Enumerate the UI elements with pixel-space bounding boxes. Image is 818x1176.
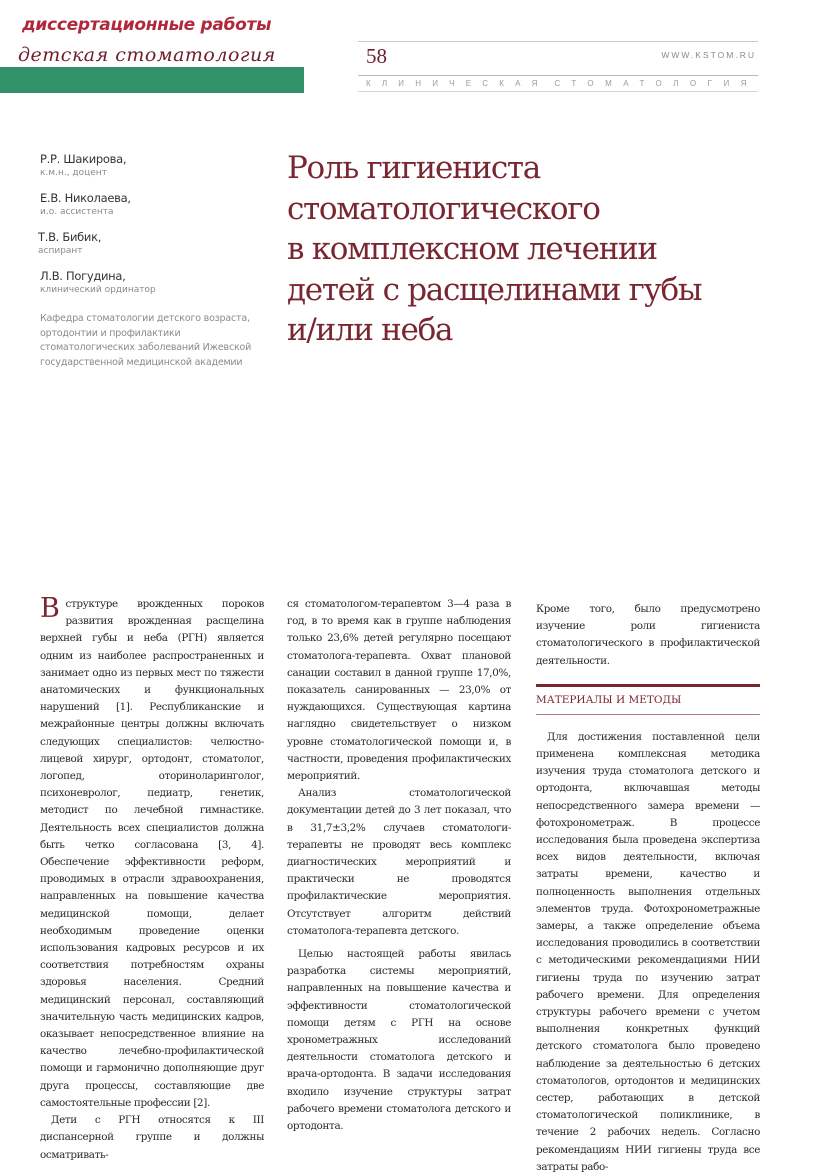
author [40, 269, 270, 296]
author-name: Р.Р. Шакирова, [40, 152, 127, 166]
website-link[interactable]: WWW.KSTOM.RU [661, 50, 756, 60]
paragraph: Анализ стоматологической документации детей до 3 лет показал, что в 31,7±3,2% случаев стоматологи-терапевты не проводят весь комплекс диагностических мероприятий и практически не проводятся профилактические мероприятия. Отсутствует алгоритм действий стоматолога-терапевта детского. [287, 787, 511, 937]
rubric-label: диссертационные работы [22, 15, 272, 35]
journal-word-1: КЛИНИЧЕСКАЯ [366, 79, 549, 88]
paragraph-text: структуре врожденных пороков развития врожденная расщелина верхней губы и неба (РГН) является одним из наиболее распространенных и занимает одно из первых мест по тяжести анатомических и функциональных нарушений [1]. Республиканские и межрайонные центры должны включать следующих специалистов: челюстно-лицевой хирург, ортодонт, стоматолог, логопед, оториноларинголог, психоневролог, педиатр, генетик, методист по лечебной гимнастике. Деятельность всех специалистов должна быть четко согласована [3, 4]. Обеспечение эффективности реформ, проводимых в отрасли здравоохранения, направленных на повышение качества медицинской помощи, делает необходимым проведение оценки использования кадровых ресурсов и их соответствия потребностям охраны здоровья населения. Средний медицинский персонал, составляющий значительную часть медицинских кадров, оказывает непосредственное влияние на качество лечебно-профилактической помощи и гармонично дополняющие друг друга процессы, составляющие две самостоятельные профессии [2]. [40, 598, 264, 1109]
author-name: Л.В. Погудина, [40, 269, 126, 283]
title-line: стоматологического [287, 190, 600, 227]
section-heading: МАТЕРИАЛЫ И МЕТОДЫ [536, 693, 682, 706]
body-column-3 [536, 601, 760, 1176]
author-role: к.м.н., доцент [40, 168, 107, 178]
section-label: детская стоматология [18, 44, 276, 66]
section-color-bar [0, 67, 304, 93]
author-role: аспирант [38, 246, 83, 256]
article-title [287, 148, 747, 351]
authors-block [40, 152, 270, 370]
author [40, 191, 270, 218]
author-name: Т.В. Бибик, [38, 230, 102, 244]
paragraph: ся стоматологом-терапевтом 3—4 раза в год, в то время как в группе наблюдения только 23,6% детей регулярно посещают стоматолога-терапевта. Охват плановой санации составил в данной группе 17,0%, показатель санированных — 23,0% от нуждающихся. Существующая картина наглядно свидетельствует о низком уровне стоматологической помощи и, в частности, проведения профилактических мероприятий. [287, 598, 511, 783]
paragraph: Кроме того, было предусмотрено изучение роли гигиениста стоматологического в профилактической деятельности. [536, 603, 760, 667]
body-column-1 [40, 593, 264, 1164]
title-line: и/или неба [287, 312, 453, 348]
title-line: детей с расщелинами губы [287, 271, 702, 308]
header-divider-bottom [358, 91, 758, 92]
drop-cap: В [40, 593, 60, 624]
page-number: 58 [366, 44, 387, 68]
paragraph: Целью настоящей работы явилась разработка системы мероприятий, направленных на повышение качества и эффективности стоматологической помощи детям с РГН на основе хронометражных исследований деятельности стоматолога детского и врача-ортодонта. В задачи исследования входило изучение структуры затрат рабочего времени стоматолога детского и ортодонта. [287, 948, 511, 1133]
title-line: Роль гигиениста [287, 150, 540, 186]
paragraph: Для достижения поставленной цели применена комплексная методика изучения труда стоматолога детского и ортодонта, включавшая методы непосредственного замера времени — фотохронометраж. В процессе исследования была проведена экспертиза всех видов деятельности, включая затраты времени, качество и полноценность выполнения отдельных элементов труда. Фотохронометражные замеры, а также определение объема исследования проводились в соответствии с методическими рекомендациями НИИ гигиены труда по изучению затрат рабочего времени. Для определения структуры рабочего времени с учетом выполнения конкретных функций детского стоматолога было проведено наблюдение за деятельностью 6 детских стоматологов, ортодонтов и медицинских сестер, работающих в детской стоматологической поликлинике, в течение 2 рабочих недель. Согласно рекомендациям НИИ гигиены труда все затраты рабо- [536, 730, 760, 1173]
author-role: клинический ординатор [40, 285, 156, 295]
author [38, 230, 270, 257]
header-divider-middle [358, 75, 758, 76]
title-line: в комплексном лечении [287, 231, 657, 267]
affiliation: Кафедра стоматологии детского возраста, ортодонтии и профилактики стоматологических заболеваний Ижевской государственной медицинской академии [40, 313, 252, 368]
journal-word-2: СТОМАТОЛОГИЯ [554, 79, 758, 88]
paragraph [40, 593, 264, 1112]
author [40, 152, 270, 179]
header-divider-top [358, 41, 758, 42]
author-role: и.о. ассистента [40, 207, 114, 217]
author-name: Е.В. Николаева, [40, 191, 131, 205]
journal-name [366, 79, 758, 88]
paragraph: Дети с РГН относятся к III диспансерной группе и должны осматривать- [40, 1114, 264, 1161]
body-column-2 [287, 596, 511, 1135]
section-rule-top [536, 684, 760, 687]
section-rule-bottom [536, 714, 760, 715]
